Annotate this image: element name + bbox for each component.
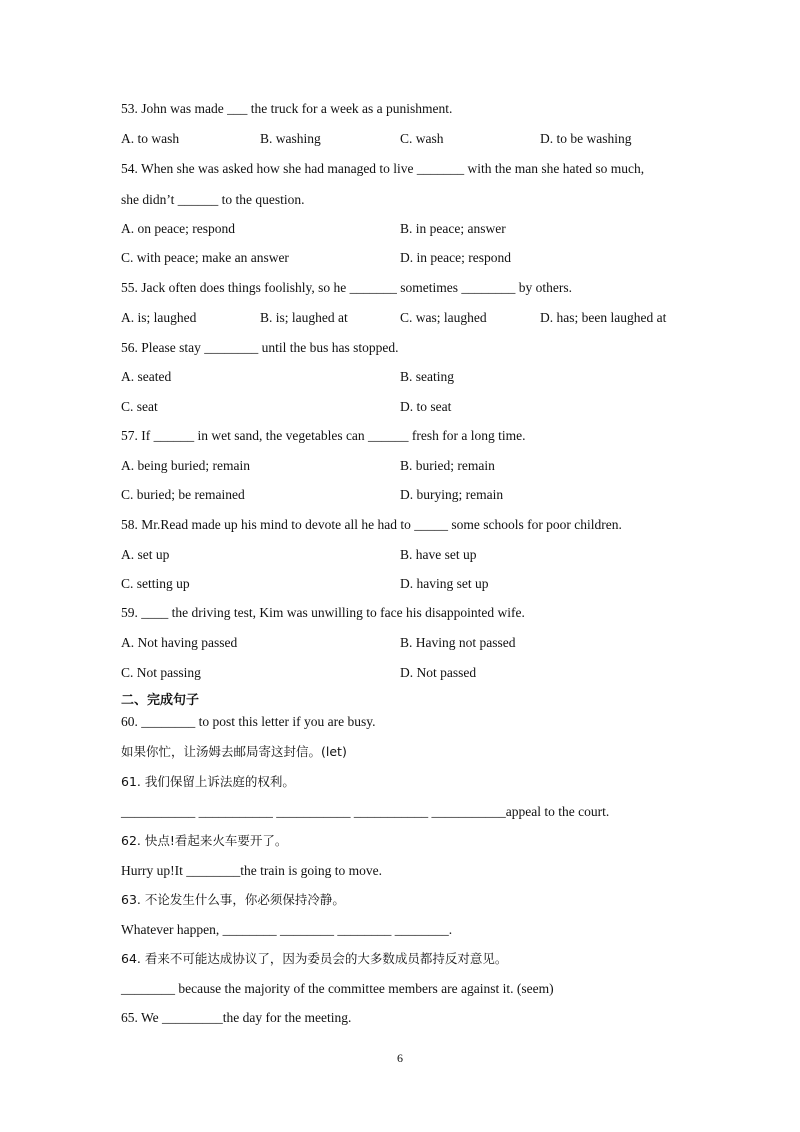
question-56-option-d: D. to seat: [400, 399, 452, 414]
question-54-stem-continued: she didn’t ______ to the question.: [121, 192, 305, 207]
question-53-option-d: D. to be washing: [540, 131, 632, 146]
question-57-option-b: B. buried; remain: [400, 458, 495, 473]
question-64-answer-line: ________ because the majority of the committee members are against it. (seem): [121, 981, 554, 996]
question-58-option-d: D. having set up: [400, 576, 489, 591]
question-53-option-b: B. washing: [260, 131, 321, 146]
question-53-option-c: C. wash: [400, 131, 444, 146]
question-55-stem: 55. Jack often does things foolishly, so he _______ sometimes ________ by others.: [121, 280, 572, 295]
question-54-option-c: C. with peace; make an answer: [121, 250, 289, 265]
question-58-option-b: B. have set up: [400, 547, 477, 562]
question-58-option-a: A. set up: [121, 547, 170, 562]
question-57-option-a: A. being buried; remain: [121, 458, 250, 473]
question-53-stem: 53. John was made ___ the truck for a week as a punishment.: [121, 101, 453, 116]
question-59-stem: 59. ____ the driving test, Kim was unwilling to face his disappointed wife.: [121, 605, 525, 620]
question-55-option-a: A. is; laughed: [121, 310, 197, 325]
question-63-prompt: 63. 不论发生什么事，你必须保持冷静。: [121, 892, 345, 907]
question-58-option-c: C. setting up: [121, 576, 190, 591]
question-59-option-b: B. Having not passed: [400, 635, 516, 650]
question-55-option-d: D. has; been laughed at: [540, 310, 667, 325]
question-62-prompt: 62. 快点!看起来火车要开了。: [121, 833, 288, 848]
question-57-stem: 57. If ______ in wet sand, the vegetables can ______ fresh for a long time.: [121, 428, 526, 443]
question-57-option-d: D. burying; remain: [400, 487, 504, 502]
question-63-answer-line: Whatever happen, ________ ________ ________ ________.: [121, 922, 453, 937]
question-54-stem: 54. When she was asked how she had managed to live _______ with the man she hated so much,: [121, 161, 645, 176]
question-58-stem: 58. Mr.Read made up his mind to devote all he had to _____ some schools for poor children.: [121, 517, 622, 532]
question-56-stem: 56. Please stay ________ until the bus has stopped.: [121, 340, 399, 355]
section-2-heading: 二、完成句子: [121, 693, 200, 708]
question-56-option-c: C. seat: [121, 399, 158, 414]
question-64-prompt: 64. 看来不可能达成协议了，因为委员会的大多数成员都持反对意见。: [121, 951, 508, 966]
question-60-prompt: 如果你忙，让汤姆去邮局寄这封信。(let): [121, 744, 347, 759]
question-59-option-d: D. Not passed: [400, 665, 477, 680]
question-61-answer-line: ___________ ___________ ___________ ___________ ___________appeal to the court.: [121, 804, 610, 819]
question-53-option-a: A. to wash: [121, 131, 180, 146]
question-55-option-b: B. is; laughed at: [260, 310, 348, 325]
question-54-option-d: D. in peace; respond: [400, 250, 511, 265]
question-54-option-b: B. in peace; answer: [400, 221, 506, 236]
question-56-option-b: B. seating: [400, 369, 454, 384]
question-60-stem: 60. ________ to post this letter if you are busy.: [121, 714, 376, 729]
question-56-option-a: A. seated: [121, 369, 172, 384]
question-54-option-a: A. on peace; respond: [121, 221, 235, 236]
question-59-option-a: A. Not having passed: [121, 635, 238, 650]
question-55-option-c: C. was; laughed: [400, 310, 487, 325]
question-57-option-c: C. buried; be remained: [121, 487, 245, 502]
question-62-answer-line: Hurry up!It ________the train is going to move.: [121, 863, 382, 878]
question-59-option-c: C. Not passing: [121, 665, 201, 680]
page-number: 6: [397, 1051, 403, 1065]
question-61-prompt: 61. 我们保留上诉法庭的权利。: [121, 774, 295, 789]
question-65-stem: 65. We _________the day for the meeting.: [121, 1010, 352, 1025]
